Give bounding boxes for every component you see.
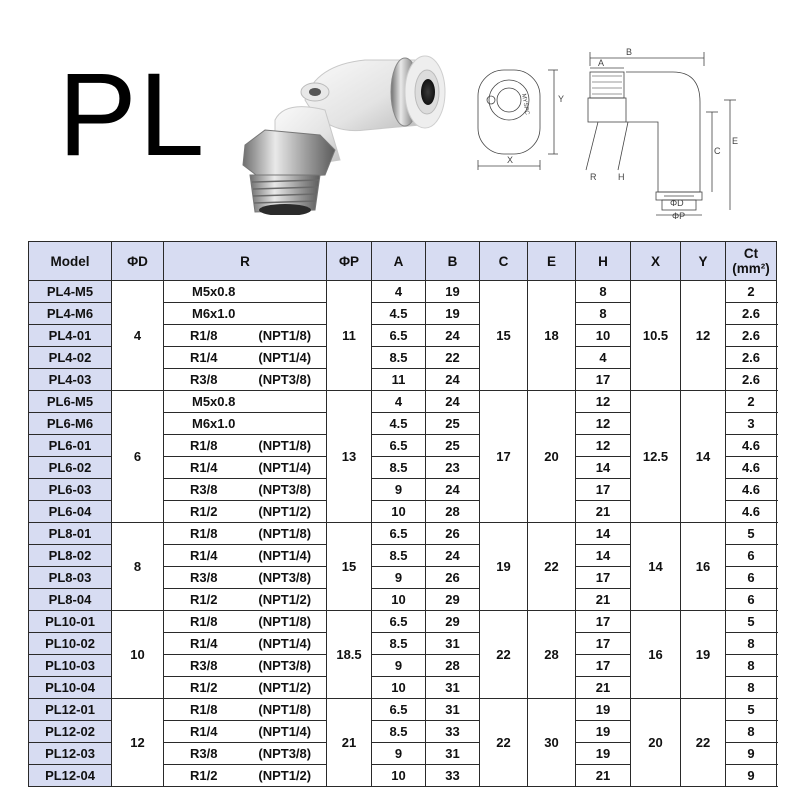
header-a: A: [372, 242, 426, 281]
cell-a: 9: [372, 743, 426, 765]
cell-h: 19: [576, 699, 631, 721]
cell-h: 14: [576, 523, 631, 545]
cell-ct: 8: [726, 633, 777, 655]
cell-b: 31: [426, 743, 480, 765]
cell-b: 29: [426, 589, 480, 611]
cell-model: PL4-M5: [29, 281, 112, 303]
cell-h: 12: [576, 435, 631, 457]
cell-r-npt: [244, 303, 327, 325]
cell-b: 28: [426, 655, 480, 677]
dim-label-phip: ΦP: [672, 211, 686, 220]
cell-x: 14: [631, 523, 681, 611]
cell-x: 10.5: [631, 281, 681, 391]
cell-r-npt: (NPT3/8): [244, 369, 327, 391]
cell-r-npt: (NPT1/8): [244, 325, 327, 347]
cell-ct: 9: [726, 765, 777, 787]
cell-r-npt: [244, 281, 327, 303]
cell-e: 30: [528, 699, 576, 787]
table-row: [29, 523, 777, 545]
cell-phip: 13: [327, 391, 372, 523]
header-r: R: [164, 242, 327, 281]
cell-ct: 8: [726, 677, 777, 699]
cell-e: 18: [528, 281, 576, 391]
header-phip: ΦP: [327, 242, 372, 281]
cell-phip: 18.5: [327, 611, 372, 699]
cell-y: 22: [681, 699, 726, 787]
cell-a: 4: [372, 391, 426, 413]
cell-r-npt: (NPT1/2): [244, 677, 327, 699]
cell-e: 28: [528, 611, 576, 699]
dim-label-r: R: [590, 172, 597, 182]
cell-model: PL12-02: [29, 721, 112, 743]
cell-y: 16: [681, 523, 726, 611]
cell-r-thread: R1/8: [164, 435, 244, 457]
cell-r-thread: R1/2: [164, 589, 244, 611]
cell-h: 12: [576, 413, 631, 435]
cell-r-thread: R3/8: [164, 369, 244, 391]
cell-b: 22: [426, 347, 480, 369]
cell-b: 31: [426, 699, 480, 721]
cell-r-npt: (NPT1/4): [244, 347, 327, 369]
cell-ct: 5: [726, 523, 777, 545]
cell-a: 10: [372, 501, 426, 523]
cell-h: 17: [576, 633, 631, 655]
cell-b: 33: [426, 765, 480, 787]
cell-b: 29: [426, 611, 480, 633]
cell-h: 21: [576, 765, 631, 787]
cell-r-npt: (NPT1/2): [244, 765, 327, 787]
cell-r-thread: R3/8: [164, 743, 244, 765]
cell-model: PL8-02: [29, 545, 112, 567]
cell-r-npt: (NPT1/8): [244, 699, 327, 721]
cell-h: 10: [576, 325, 631, 347]
cell-a: 6.5: [372, 699, 426, 721]
cell-a: 6.5: [372, 523, 426, 545]
spec-table: [28, 241, 777, 787]
cell-r-npt: (NPT1/4): [244, 633, 327, 655]
header-phid: ΦD: [112, 242, 164, 281]
cell-h: 21: [576, 677, 631, 699]
cell-a: 8.5: [372, 457, 426, 479]
cell-phid: 12: [112, 699, 164, 787]
cell-r-thread: R1/2: [164, 501, 244, 523]
drawing-face-text: MYSPC: [520, 93, 530, 116]
cell-x: 16: [631, 611, 681, 699]
cell-b: 24: [426, 545, 480, 567]
cell-y: 12: [681, 281, 726, 391]
cell-ct: 8: [726, 721, 777, 743]
cell-b: 26: [426, 567, 480, 589]
cell-r-npt: (NPT1/8): [244, 611, 327, 633]
cell-r-thread: R3/8: [164, 479, 244, 501]
header-c: C: [480, 242, 528, 281]
cell-r-thread: R1/4: [164, 721, 244, 743]
product-title: PL: [58, 49, 207, 181]
cell-model: PL8-03: [29, 567, 112, 589]
cell-h: 17: [576, 655, 631, 677]
cell-a: 6.5: [372, 435, 426, 457]
cell-a: 9: [372, 655, 426, 677]
cell-b: 31: [426, 677, 480, 699]
cell-a: 11: [372, 369, 426, 391]
table-header-row: [29, 242, 777, 281]
cell-phid: 10: [112, 611, 164, 699]
cell-ct: 6: [726, 545, 777, 567]
cell-r-thread: R3/8: [164, 655, 244, 677]
cell-r-npt: (NPT3/8): [244, 567, 327, 589]
dim-label-h: H: [618, 172, 625, 182]
cell-r-npt: (NPT1/2): [244, 589, 327, 611]
cell-ct: 9: [726, 743, 777, 765]
cell-b: 31: [426, 633, 480, 655]
cell-ct: 2: [726, 391, 777, 413]
cell-r-thread: M5x0.8: [164, 391, 244, 413]
cell-r-thread: M6x1.0: [164, 303, 244, 325]
cell-phip: 21: [327, 699, 372, 787]
cell-model: PL4-01: [29, 325, 112, 347]
cell-model: PL6-M5: [29, 391, 112, 413]
header-e: E: [528, 242, 576, 281]
cell-c: 17: [480, 391, 528, 523]
cell-r-npt: (NPT1/2): [244, 501, 327, 523]
cell-ct: 2.6: [726, 303, 777, 325]
cell-h: 4: [576, 347, 631, 369]
cell-model: PL10-04: [29, 677, 112, 699]
table-row: [29, 281, 777, 303]
cell-model: PL10-03: [29, 655, 112, 677]
cell-a: 8.5: [372, 721, 426, 743]
cell-b: 33: [426, 721, 480, 743]
cell-x: 12.5: [631, 391, 681, 523]
cell-b: 28: [426, 501, 480, 523]
cell-model: PL10-01: [29, 611, 112, 633]
cell-e: 20: [528, 391, 576, 523]
cell-ct: 5: [726, 699, 777, 721]
cell-model: PL6-01: [29, 435, 112, 457]
cell-ct: 5: [726, 611, 777, 633]
cell-c: 15: [480, 281, 528, 391]
cell-a: 6.5: [372, 611, 426, 633]
cell-ct: 2.6: [726, 369, 777, 391]
cell-b: 19: [426, 281, 480, 303]
cell-a: 9: [372, 479, 426, 501]
cell-b: 24: [426, 325, 480, 347]
header-x: X: [631, 242, 681, 281]
cell-a: 4.5: [372, 413, 426, 435]
cell-model: PL6-03: [29, 479, 112, 501]
cell-a: 8.5: [372, 633, 426, 655]
cell-a: 8.5: [372, 545, 426, 567]
cell-c: 19: [480, 523, 528, 611]
cell-a: 4: [372, 281, 426, 303]
cell-e: 22: [528, 523, 576, 611]
cell-a: 10: [372, 765, 426, 787]
cell-a: 6.5: [372, 325, 426, 347]
cell-ct: 2: [726, 281, 777, 303]
cell-b: 25: [426, 413, 480, 435]
cell-a: 10: [372, 677, 426, 699]
cell-r-npt: (NPT1/4): [244, 721, 327, 743]
cell-h: 14: [576, 457, 631, 479]
cell-r-thread: R1/8: [164, 325, 244, 347]
cell-ct: 4.6: [726, 501, 777, 523]
cell-model: PL12-01: [29, 699, 112, 721]
cell-h: 8: [576, 281, 631, 303]
cell-h: 8: [576, 303, 631, 325]
cell-ct: 8: [726, 655, 777, 677]
cell-phid: 4: [112, 281, 164, 391]
cell-r-npt: [244, 391, 327, 413]
cell-ct: 2.6: [726, 325, 777, 347]
cell-r-thread: R1/8: [164, 611, 244, 633]
cell-phip: 15: [327, 523, 372, 611]
cell-h: 17: [576, 369, 631, 391]
cell-r-npt: (NPT1/4): [244, 457, 327, 479]
cell-h: 19: [576, 721, 631, 743]
cell-r-thread: R1/4: [164, 347, 244, 369]
cell-c: 22: [480, 699, 528, 787]
cell-ct: 6: [726, 567, 777, 589]
cell-r-npt: (NPT1/8): [244, 523, 327, 545]
header-ct: [726, 242, 777, 281]
cell-h: 17: [576, 479, 631, 501]
dim-label-y: Y: [558, 94, 565, 104]
cell-phip: 11: [327, 281, 372, 391]
cell-model: PL6-M6: [29, 413, 112, 435]
header-y: Y: [681, 242, 726, 281]
cell-h: 12: [576, 391, 631, 413]
header-model: Model: [29, 242, 112, 281]
cell-a: 10: [372, 589, 426, 611]
cell-r-thread: R1/4: [164, 545, 244, 567]
technical-drawing: [468, 42, 793, 220]
cell-r-thread: R1/8: [164, 523, 244, 545]
cell-ct: 4.6: [726, 479, 777, 501]
dim-label-phid: ΦD: [670, 198, 684, 208]
table-row: [29, 391, 777, 413]
header-ct-label: Ct: [743, 246, 759, 261]
cell-model: PL8-01: [29, 523, 112, 545]
cell-h: 21: [576, 501, 631, 523]
cell-h: 17: [576, 567, 631, 589]
dim-label-e: E: [732, 136, 739, 146]
cell-r-thread: M6x1.0: [164, 413, 244, 435]
cell-r-npt: (NPT1/8): [244, 435, 327, 457]
cell-h: 14: [576, 545, 631, 567]
cell-r-npt: (NPT3/8): [244, 479, 327, 501]
cell-a: 9: [372, 567, 426, 589]
dim-label-x: X: [507, 155, 514, 165]
cell-model: PL4-02: [29, 347, 112, 369]
cell-r-thread: R1/2: [164, 677, 244, 699]
cell-a: 8.5: [372, 347, 426, 369]
cell-ct: 3: [726, 413, 777, 435]
cell-r-npt: [244, 413, 327, 435]
cell-model: PL6-02: [29, 457, 112, 479]
cell-h: 21: [576, 589, 631, 611]
cell-model: PL4-M6: [29, 303, 112, 325]
dim-label-b: B: [626, 47, 633, 57]
cell-ct: 2.6: [726, 347, 777, 369]
cell-c: 22: [480, 611, 528, 699]
cell-r-thread: R1/8: [164, 699, 244, 721]
cell-model: PL4-03: [29, 369, 112, 391]
cell-r-npt: (NPT3/8): [244, 655, 327, 677]
cell-b: 25: [426, 435, 480, 457]
cell-r-thread: R1/4: [164, 633, 244, 655]
cell-r-thread: R3/8: [164, 567, 244, 589]
cell-model: PL8-04: [29, 589, 112, 611]
fitting-photo: [215, 40, 465, 215]
cell-ct: 6: [726, 589, 777, 611]
cell-r-thread: R1/4: [164, 457, 244, 479]
table-row: [29, 699, 777, 721]
cell-b: 24: [426, 391, 480, 413]
cell-r-thread: M5x0.8: [164, 281, 244, 303]
cell-b: 24: [426, 369, 480, 391]
dim-label-c: C: [714, 146, 721, 156]
cell-r-npt: (NPT3/8): [244, 743, 327, 765]
header-b: B: [426, 242, 480, 281]
header-ct-unit: (mm²): [732, 261, 770, 276]
cell-y: 14: [681, 391, 726, 523]
dim-label-a: A: [598, 58, 605, 68]
cell-phid: 8: [112, 523, 164, 611]
table-row: [29, 611, 777, 633]
cell-model: PL12-03: [29, 743, 112, 765]
cell-b: 23: [426, 457, 480, 479]
cell-ct: 4.6: [726, 457, 777, 479]
cell-r-thread: R1/2: [164, 765, 244, 787]
cell-ct: 4.6: [726, 435, 777, 457]
cell-h: 17: [576, 611, 631, 633]
cell-r-npt: (NPT1/4): [244, 545, 327, 567]
cell-y: 19: [681, 611, 726, 699]
cell-phid: 6: [112, 391, 164, 523]
cell-b: 24: [426, 479, 480, 501]
cell-x: 20: [631, 699, 681, 787]
cell-b: 19: [426, 303, 480, 325]
cell-model: PL10-02: [29, 633, 112, 655]
cell-b: 26: [426, 523, 480, 545]
cell-model: PL12-04: [29, 765, 112, 787]
header-h: H: [576, 242, 631, 281]
cell-model: PL6-04: [29, 501, 112, 523]
cell-h: 19: [576, 743, 631, 765]
cell-a: 4.5: [372, 303, 426, 325]
